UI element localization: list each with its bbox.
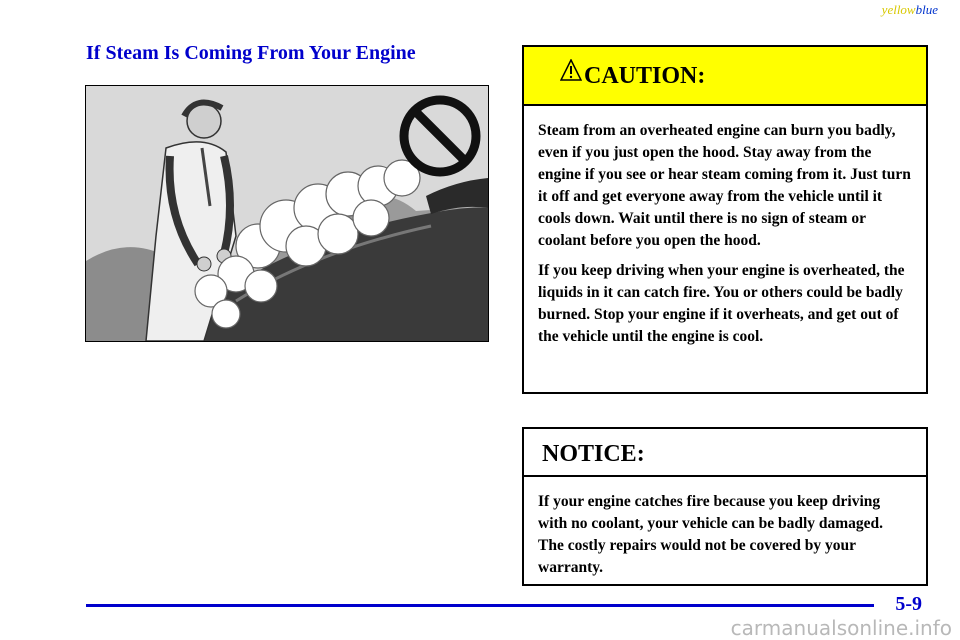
color-tag-blue: blue (915, 2, 938, 17)
page-number: 5-9 (895, 593, 922, 615)
caution-paragraph: Steam from an overheated engine can burn you badly, even if you just open the hood. Stay away from the engine if you see or hear steam coming from it. Just turn it off and get everyone away from the vehicle until it cools down. Wait until there is no sign of steam or coolant before you open the hood. (538, 122, 911, 249)
caution-box (522, 45, 928, 394)
steam-engine-illustration (85, 85, 489, 342)
site-watermark: carmanualsonline.info (730, 616, 952, 640)
footer-rule (86, 604, 874, 607)
warning-triangle-icon (560, 59, 582, 81)
caution-paragraph: If you keep driving when your engine is overheated, the liquids in it can catch fire. You or others could be badly burned. Stop your engine if it overheats, and get out of the vehicle until the engine is cool. (538, 262, 905, 345)
notice-body (524, 477, 926, 579)
prohibition-icon (398, 94, 482, 178)
color-tag-yellow: yellow (881, 2, 916, 17)
notice-paragraph: If your engine catches fire because you keep driving with no coolant, your vehicle can be badly damaged. The costly repairs would not be covered by your warranty. (538, 493, 884, 576)
notice-box (522, 427, 928, 586)
color-tag (882, 2, 938, 18)
notice-title: NOTICE: (542, 441, 645, 467)
caution-header (524, 47, 926, 106)
caution-body (524, 106, 926, 348)
caution-title: CAUTION: (584, 63, 706, 89)
section-title: If Steam Is Coming From Your Engine (86, 42, 416, 64)
notice-header (524, 429, 926, 477)
